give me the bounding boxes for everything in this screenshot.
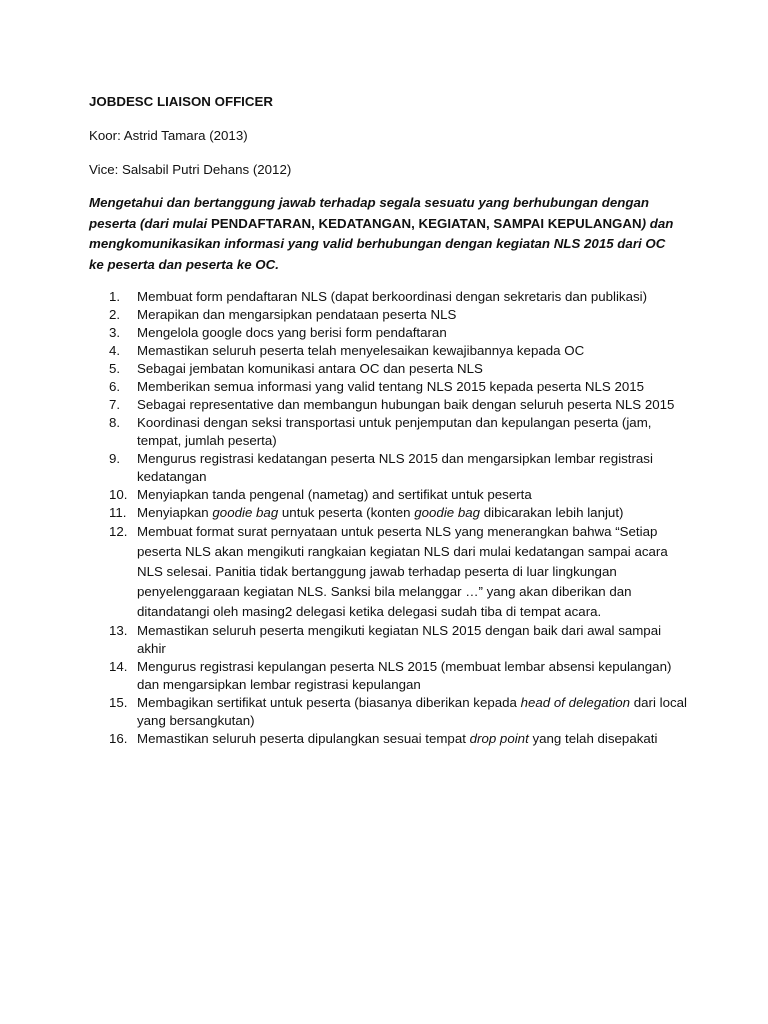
task-number: 8. [109, 415, 121, 431]
task-number: 9. [109, 451, 121, 467]
task-text-part: Membagikan sertifikat untuk peserta (biasanya diberikan kepada [137, 695, 521, 711]
document-title: JOBDESC LIAISON OFFICER [89, 94, 273, 109]
task-text-part: dibicarakan lebih lanjut) [480, 505, 624, 521]
task-text-part: Menyiapkan [137, 505, 213, 521]
task-item-15 [89, 694, 689, 730]
task-text: Memberikan semua informasi yang valid tentang NLS 2015 kepada peserta NLS 2015 [137, 379, 645, 395]
task-item-2 [89, 306, 689, 324]
vice-coordinator-line: Vice: Salsabil Putri Dehans (2012) [89, 162, 292, 177]
task-text-part: yang telah disepakati [528, 731, 658, 747]
job-description [89, 193, 681, 275]
description-part-3: ) dan mengkomunikasikan informasi yang valid berhubungan dengan kegiatan NLS 2015 dari OC ke peserta dan peserta ke OC. [89, 215, 674, 272]
task-text: Mengurus registrasi kedatangan peserta NLS 2015 dan mengarsipkan lembar registrasi kedatangan [137, 451, 653, 485]
task-number: 12. [109, 524, 128, 540]
task-number: 1. [109, 289, 121, 305]
task-text: Merapikan dan mengarsipkan pendataan peserta NLS [137, 307, 457, 323]
task-item-13 [89, 622, 689, 658]
task-text-part: untuk peserta (konten [278, 505, 415, 521]
task-number: 11. [109, 505, 127, 521]
task-item-6 [89, 378, 689, 396]
task-text: Sebagai representative dan membangun hubungan baik dengan seluruh peserta NLS 2015 [137, 397, 675, 413]
task-number: 16. [109, 731, 128, 747]
task-list [89, 288, 689, 748]
task-text: Membuat format surat pernyataan untuk peserta NLS yang menerangkan bahwa “Setiap peserta NLS akan mengikuti rangkaian kegiatan NLS dari mulai kedatangan sampai acara NLS selesai. Panitia tidak bertanggung jawab terhadap peserta di luar lingkungan penyelenggaraan kegiatan NLS. Sanksi bila melanggar …” yang akan diberikan dan ditandatangi oleh masing2 delegasi ketika delegasi sudah tiba di tempat acara. [137, 524, 668, 620]
task-number: 4. [109, 343, 121, 359]
task-item-11 [89, 504, 689, 522]
task-item-1 [89, 288, 689, 306]
task-text-emphasis: drop point [469, 731, 529, 747]
document-content [89, 92, 689, 748]
task-text-part: Memastikan seluruh peserta dipulangkan sesuai tempat [137, 731, 470, 747]
task-item-7 [89, 396, 689, 414]
task-text: Sebagai jembatan komunikasi antara OC dan peserta NLS [137, 361, 483, 377]
task-item-10 [89, 486, 689, 504]
task-number: 15. [109, 695, 128, 711]
task-text: Memastikan seluruh peserta telah menyelesaikan kewajibannya kepada OC [137, 343, 585, 359]
task-number: 10. [109, 487, 128, 503]
task-number: 3. [109, 325, 121, 341]
task-text: Membuat form pendaftaran NLS (dapat berkoordinasi dengan sekretaris dan publikasi) [137, 289, 648, 305]
task-item-14 [89, 658, 689, 694]
task-item-12 [89, 522, 689, 622]
task-text: Mengurus registrasi kepulangan peserta NLS 2015 (membuat lembar absensi kepulangan) dan mengarsipkan lembar registrasi kepulangan [137, 659, 672, 693]
task-item-16 [89, 730, 689, 748]
description-phases: PENDAFTARAN, KEDATANGAN, KEGIATAN, SAMPAI KEPULANGAN [210, 215, 642, 231]
task-text-emphasis: goodie bag [212, 505, 279, 521]
task-text: Memastikan seluruh peserta mengikuti kegiatan NLS 2015 dengan baik dari awal sampai akhir [137, 623, 662, 657]
task-item-9 [89, 450, 689, 486]
task-text: Mengelola google docs yang berisi form pendaftaran [137, 325, 447, 341]
task-item-8 [89, 414, 689, 450]
task-number: 7. [109, 397, 121, 413]
task-item-5 [89, 360, 689, 378]
description-part-1: Mengetahui dan bertanggung jawab terhadap segala sesuatu yang berhubungan dengan peserta (dari mulai [89, 195, 650, 231]
task-number: 6. [109, 379, 121, 395]
task-text-part: dari local yang bersangkutan) [137, 695, 687, 729]
task-number: 13. [109, 623, 128, 639]
task-number: 14. [109, 659, 128, 675]
coordinator-line: Koor: Astrid Tamara (2013) [89, 128, 248, 143]
task-number: 2. [109, 307, 121, 323]
task-text: Menyiapkan tanda pengenal (nametag) and sertifikat untuk peserta [137, 487, 532, 503]
task-number: 5. [109, 361, 121, 377]
task-text: Koordinasi dengan seksi transportasi untuk penjemputan dan kepulangan peserta (jam, tempat, jumlah peserta) [137, 415, 652, 449]
task-text-emphasis: head of delegation [520, 695, 631, 711]
task-text-emphasis: goodie bag [414, 505, 481, 521]
task-item-4 [89, 342, 689, 360]
task-item-3 [89, 324, 689, 342]
